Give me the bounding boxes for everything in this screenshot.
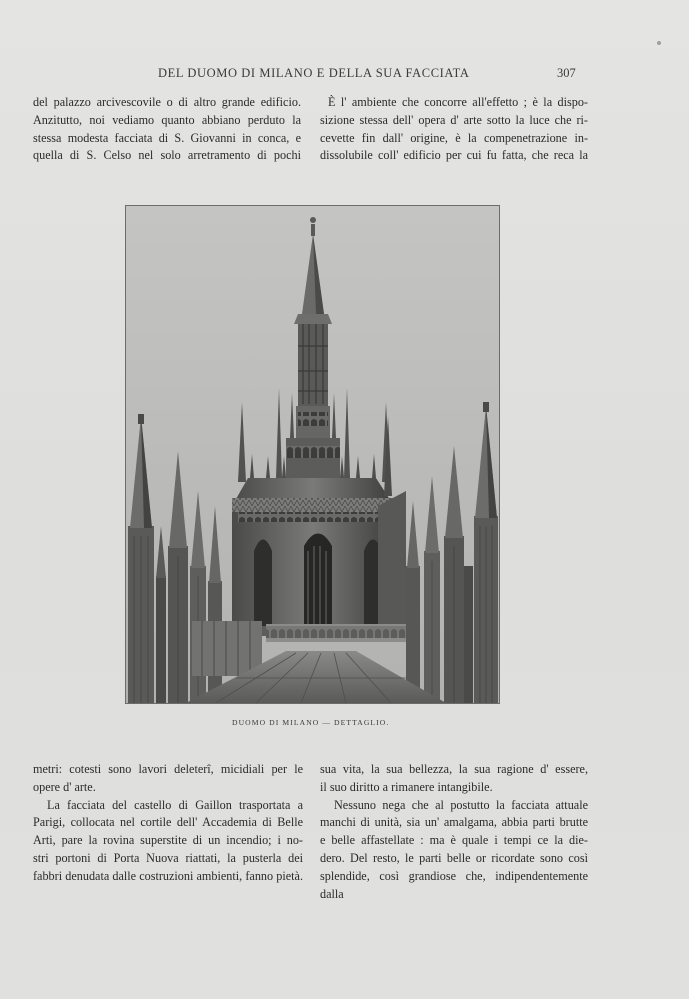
paper-speck xyxy=(657,41,661,45)
cathedral-photograph xyxy=(125,205,500,704)
text-line: Nessuno nega che al postutto la facciata attuale xyxy=(334,797,588,812)
running-head: DEL DUOMO DI MILANO E DELLA SUA FACCIATA xyxy=(158,66,470,80)
bottom-right-column xyxy=(320,761,588,903)
text-line: sua vita, la sua bellezza, la sua ragione d' essere, xyxy=(320,762,588,776)
text-line: sizione stessa dell' opera d' arte sotto la luce che ri- xyxy=(320,112,588,127)
text-line: quella di S. Celso nel solo arretramento di pochi xyxy=(33,148,301,163)
top-left-column xyxy=(33,94,301,165)
cathedral-illustration xyxy=(126,206,499,703)
text-line: dero. Del resto, le parti belle or ricordate sono così xyxy=(320,850,588,865)
text-line: stri portoni di Porta Nuova riattati, la pusterla dei xyxy=(33,850,303,865)
text-line: Parigi, collocata nel cortile dell' Accademia di Belle xyxy=(33,815,303,830)
text-line: È l' ambiente che concorre all'effetto ; è la dispo- xyxy=(328,95,588,109)
text-line: Anzitutto, noi vediamo quanto abbiano perduto la xyxy=(33,112,301,127)
text-line: splendide, così grandiose che, indipendentemente dalla xyxy=(320,868,588,901)
top-right-column xyxy=(320,94,588,165)
figure-caption: DUOMO DI MILANO — DETTAGLIO. xyxy=(232,718,390,727)
text-line: fabbri denudata dalle costruzioni ambienti, fanno pietà. xyxy=(33,868,303,883)
bottom-left-column xyxy=(33,761,303,886)
text-line: dissolubile coll' edificio per cui fu fatta, che reca la xyxy=(320,148,588,163)
text-line: cevette fin dall' origine, è la compenetrazione in- xyxy=(320,130,588,145)
text-line: e belle affastellate : ma è quale i tempi ce la die- xyxy=(320,833,588,848)
text-line: La facciata del castello di Gaillon trasportata a xyxy=(47,797,303,812)
text-line: il suo diritto a rimanere intangibile. xyxy=(320,779,493,794)
text-line: Arti, pare la rovina superstite di un incendio; i no- xyxy=(33,833,303,848)
page-number: 307 xyxy=(557,66,576,80)
text-line: metri: cotesti sono lavori deleterî, micidiali per le xyxy=(33,762,303,776)
text-line: stessa modesta facciata di S. Giovanni in conca, e xyxy=(33,130,301,145)
text-line: del palazzo arcivescovile o di altro grande edificio. xyxy=(33,95,301,109)
text-line: manchi di unità, sia un' amalgama, abbia parti brutte xyxy=(320,815,588,830)
text-line: opere d' arte. xyxy=(33,779,96,794)
